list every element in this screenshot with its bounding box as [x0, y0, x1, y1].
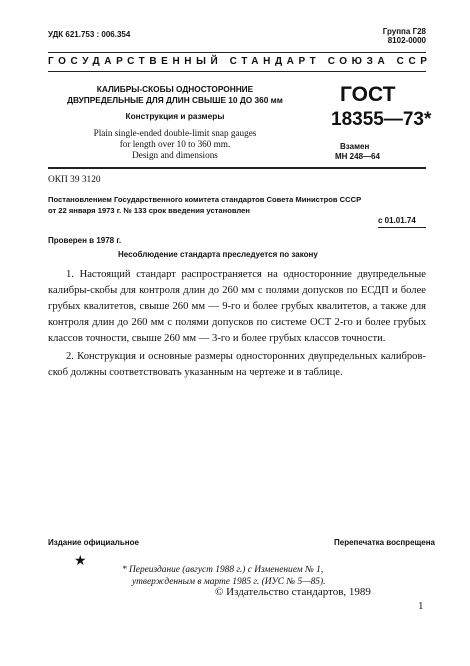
middle-rule [48, 167, 426, 169]
law-note: Несоблюдение стандарта преследуется по закону [118, 250, 318, 259]
checked-note: Проверен в 1978 г. [48, 236, 122, 245]
group-label: Группа Г28 [382, 27, 426, 36]
title-en-line3: Design and dimensions [132, 150, 218, 160]
okp-code: ОКП 39 3120 [48, 175, 101, 185]
standard-line: ГОСУДАРСТВЕННЫЙ СТАНДАРТ СОЮЗА ССР [48, 56, 432, 67]
decree-line2: от 22 января 1973 г. № 133 срок введения установлен [48, 206, 250, 215]
no-reprint: Перепечатка воспрещена [334, 538, 435, 547]
decree [48, 194, 361, 216]
reissue-line1: * Переиздание (август 1988 г.) с Изменением № 1, [122, 565, 324, 575]
star-icon: ★ [74, 554, 87, 569]
decree-line1: Постановлением Государственного комитета стандартов Совета Министров СССР [48, 195, 362, 204]
title-ru-line2: ДВУПРЕДЕЛЬНЫЕ ДЛЯ ДЛИН СВЫШЕ 10 ДО 360 мм [67, 95, 283, 105]
gost-label: ГОСТ [340, 83, 396, 106]
top-rule [48, 52, 426, 53]
page-number: 1 [418, 600, 424, 612]
reissue-line2: утвержденным в марте 1985 г. (ИУС № 5—85). [132, 577, 326, 587]
replace-value: МН 248—64 [335, 152, 380, 161]
title-ru-subtitle: Конструкция и размеры [125, 111, 225, 121]
classification-code: 8102-0000 [387, 36, 426, 45]
effective-date: с 01.01.74 [378, 216, 416, 225]
title-en-line1: Plain single-ended double-limit snap gauges [93, 128, 257, 138]
paragraph-1: 1. Настоящий стандарт распространяется на односторонние двупредельные калибры-скобы для контроля длин до 260 мм с полями допусков по ЕСДП и более грубых квалитетов, свыше 260 мм — 9-го и более грубых квалитетов, а также для контроля длин до 260 мм с полями допусков по системе ОСТ 2-го и более грубых классов точности, свыше 260 мм — 3-го и более грубых классов точности. [48, 269, 426, 344]
official-edition: Издание официальное [48, 538, 139, 547]
date-underline [378, 227, 426, 228]
udk-code: УДК 621.753 : 006.354 [48, 30, 131, 39]
copyright: © Издательство стандартов, 1989 [215, 586, 371, 598]
upper-rule [48, 71, 426, 72]
title-ru [48, 84, 302, 106]
reissue-note [122, 564, 325, 588]
paragraph-2: 2. Конструкция и основные размеры односторонних двупредельных калибров-скоб должны соответствовать указанным на чертеже и в таблице. [48, 351, 426, 378]
gost-number: 18355—73* [331, 109, 432, 130]
title-en-line2: for length over 10 to 360 mm. [119, 139, 231, 149]
title-ru-line1: КАЛИБРЫ-СКОБЫ ОДНОСТОРОННИЕ [96, 84, 254, 94]
title-en [48, 128, 302, 161]
replace-label: Взамен [340, 142, 370, 151]
